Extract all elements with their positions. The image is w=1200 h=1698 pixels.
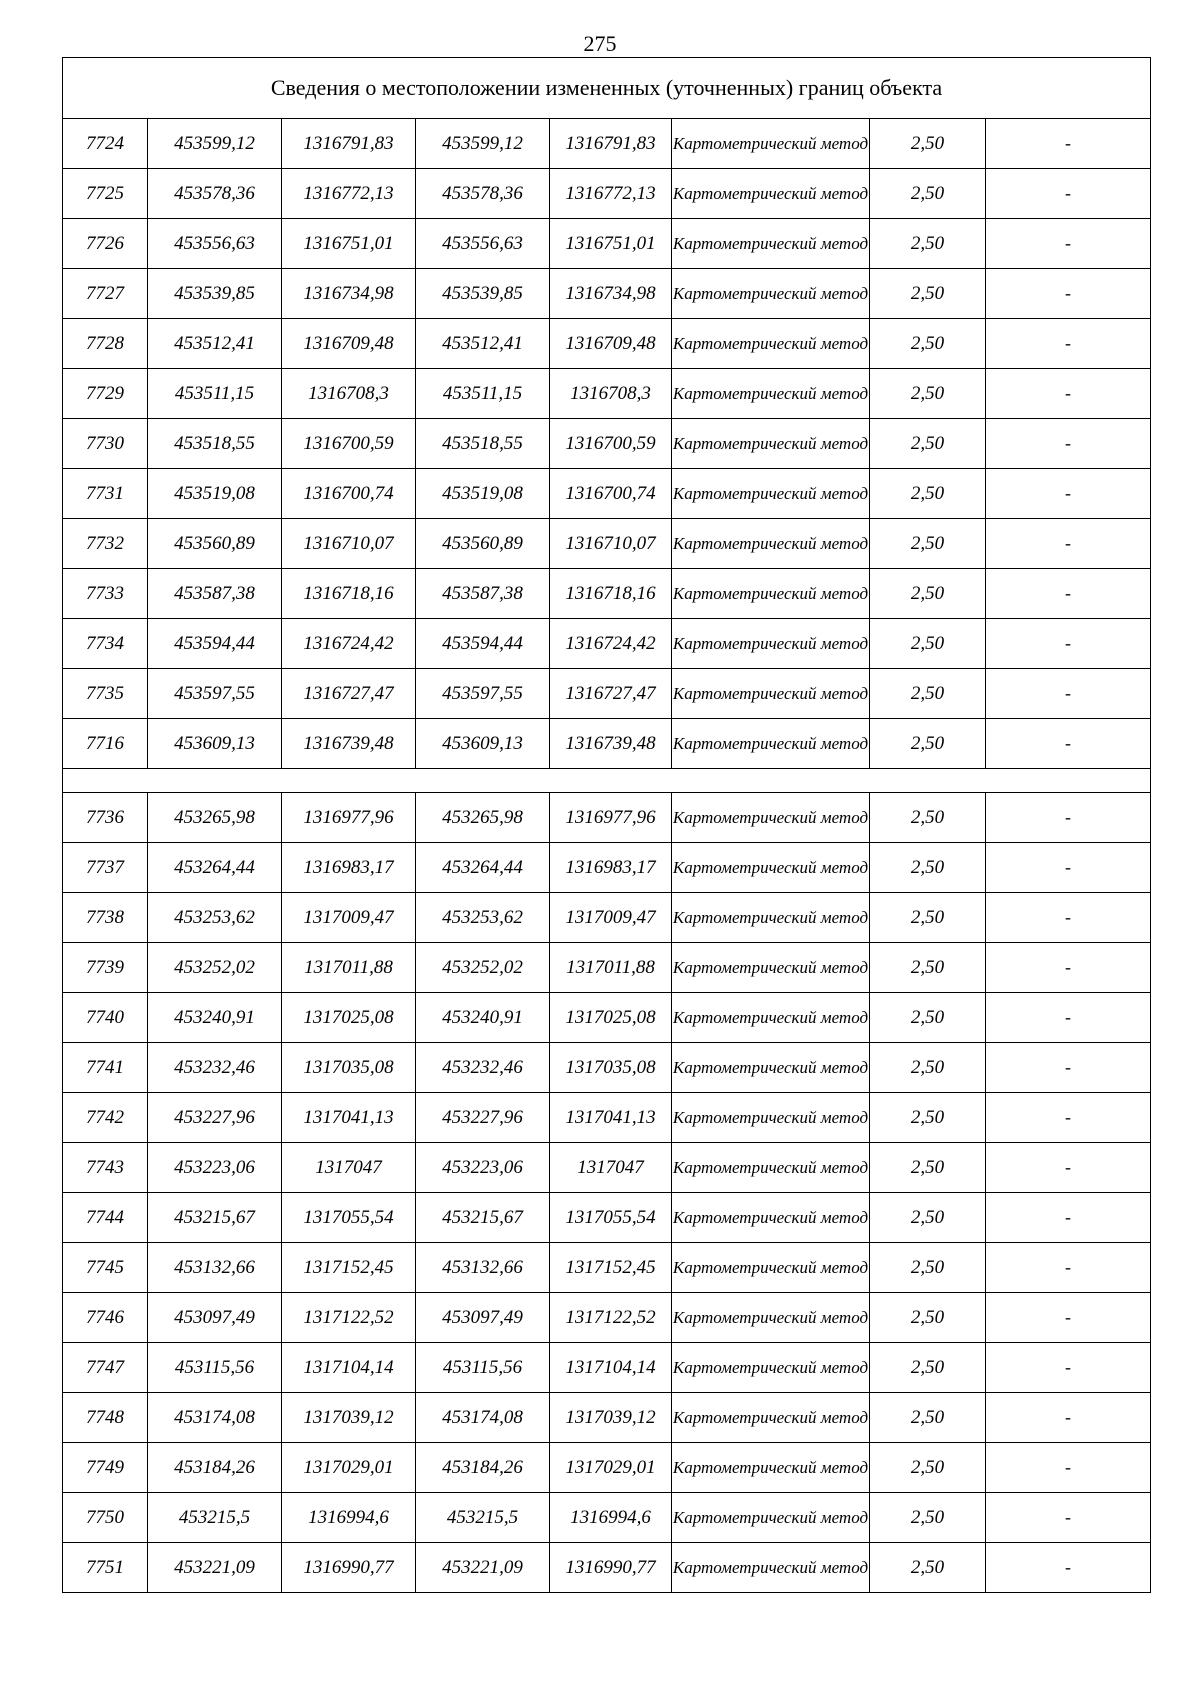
y-existing-cell: 1316700,74 bbox=[282, 469, 416, 519]
x-new-cell: 453594,44 bbox=[416, 619, 550, 669]
y-new-cell: 1317039,12 bbox=[550, 1393, 672, 1443]
x-new-cell: 453511,15 bbox=[416, 369, 550, 419]
y-existing-cell: 1316977,96 bbox=[282, 793, 416, 843]
x-existing-cell: 453115,56 bbox=[148, 1343, 282, 1393]
point-number-cell: 7716 bbox=[63, 719, 148, 769]
table-row bbox=[63, 369, 1151, 419]
description-cell: - bbox=[986, 843, 1151, 893]
accuracy-cell: 2,50 bbox=[870, 1443, 986, 1493]
y-new-cell: 1316700,59 bbox=[550, 419, 672, 469]
accuracy-cell: 2,50 bbox=[870, 1193, 986, 1243]
x-new-cell: 453539,85 bbox=[416, 269, 550, 319]
x-new-cell: 453215,67 bbox=[416, 1193, 550, 1243]
x-new-cell: 453227,96 bbox=[416, 1093, 550, 1143]
point-number-cell: 7731 bbox=[63, 469, 148, 519]
point-number-cell: 7740 bbox=[63, 993, 148, 1043]
y-new-cell: 1316994,6 bbox=[550, 1493, 672, 1543]
y-new-cell: 1316724,42 bbox=[550, 619, 672, 669]
point-number-cell: 7736 bbox=[63, 793, 148, 843]
accuracy-cell: 2,50 bbox=[870, 1043, 986, 1093]
accuracy-cell: 2,50 bbox=[870, 1493, 986, 1543]
x-new-cell: 453232,46 bbox=[416, 1043, 550, 1093]
method-cell: Картометрический метод bbox=[672, 1293, 870, 1343]
description-cell: - bbox=[986, 1443, 1151, 1493]
y-new-cell: 1316709,48 bbox=[550, 319, 672, 369]
x-existing-cell: 453184,26 bbox=[148, 1443, 282, 1493]
y-existing-cell: 1316718,16 bbox=[282, 569, 416, 619]
y-new-cell: 1316700,74 bbox=[550, 469, 672, 519]
x-new-cell: 453252,02 bbox=[416, 943, 550, 993]
table-title: Сведения о местоположении измененных (уточненных) границ объекта bbox=[63, 58, 1151, 119]
x-existing-cell: 453232,46 bbox=[148, 1043, 282, 1093]
page-number: 275 bbox=[583, 31, 617, 56]
method-cell: Картометрический метод bbox=[672, 893, 870, 943]
point-number-cell: 7746 bbox=[63, 1293, 148, 1343]
description-cell: - bbox=[986, 669, 1151, 719]
table-row bbox=[63, 669, 1151, 719]
description-cell: - bbox=[986, 719, 1151, 769]
point-number-cell: 7726 bbox=[63, 219, 148, 269]
y-new-cell: 1316718,16 bbox=[550, 569, 672, 619]
y-new-cell: 1316772,13 bbox=[550, 169, 672, 219]
y-new-cell: 1316734,98 bbox=[550, 269, 672, 319]
table-row bbox=[63, 943, 1151, 993]
boundary-coordinates-table bbox=[62, 57, 1151, 1593]
x-existing-cell: 453227,96 bbox=[148, 1093, 282, 1143]
description-cell: - bbox=[986, 519, 1151, 569]
y-existing-cell: 1316710,07 bbox=[282, 519, 416, 569]
method-cell: Картометрический метод bbox=[672, 993, 870, 1043]
accuracy-cell: 2,50 bbox=[870, 1293, 986, 1343]
accuracy-cell: 2,50 bbox=[870, 1243, 986, 1293]
table-row bbox=[63, 319, 1151, 369]
description-cell: - bbox=[986, 219, 1151, 269]
x-existing-cell: 453578,36 bbox=[148, 169, 282, 219]
table-row bbox=[63, 793, 1151, 843]
y-existing-cell: 1317011,88 bbox=[282, 943, 416, 993]
y-existing-cell: 1316724,42 bbox=[282, 619, 416, 669]
y-new-cell: 1317011,88 bbox=[550, 943, 672, 993]
y-existing-cell: 1317055,54 bbox=[282, 1193, 416, 1243]
point-number-cell: 7745 bbox=[63, 1243, 148, 1293]
x-new-cell: 453264,44 bbox=[416, 843, 550, 893]
y-existing-cell: 1316791,83 bbox=[282, 119, 416, 169]
description-cell: - bbox=[986, 993, 1151, 1043]
y-new-cell: 1316751,01 bbox=[550, 219, 672, 269]
point-number-cell: 7725 bbox=[63, 169, 148, 219]
x-new-cell: 453560,89 bbox=[416, 519, 550, 569]
accuracy-cell: 2,50 bbox=[870, 269, 986, 319]
x-new-cell: 453184,26 bbox=[416, 1443, 550, 1493]
y-existing-cell: 1317122,52 bbox=[282, 1293, 416, 1343]
x-new-cell: 453097,49 bbox=[416, 1293, 550, 1343]
accuracy-cell: 2,50 bbox=[870, 893, 986, 943]
point-number-cell: 7739 bbox=[63, 943, 148, 993]
x-existing-cell: 453252,02 bbox=[148, 943, 282, 993]
description-cell: - bbox=[986, 169, 1151, 219]
table-row bbox=[63, 569, 1151, 619]
x-new-cell: 453240,91 bbox=[416, 993, 550, 1043]
y-existing-cell: 1316739,48 bbox=[282, 719, 416, 769]
y-existing-cell: 1316990,77 bbox=[282, 1543, 416, 1593]
y-new-cell: 1316739,48 bbox=[550, 719, 672, 769]
accuracy-cell: 2,50 bbox=[870, 519, 986, 569]
y-existing-cell: 1317029,01 bbox=[282, 1443, 416, 1493]
x-new-cell: 453132,66 bbox=[416, 1243, 550, 1293]
table-row bbox=[63, 1093, 1151, 1143]
point-number-cell: 7744 bbox=[63, 1193, 148, 1243]
method-cell: Картометрический метод bbox=[672, 1343, 870, 1393]
x-existing-cell: 453265,98 bbox=[148, 793, 282, 843]
y-new-cell: 1317025,08 bbox=[550, 993, 672, 1043]
method-cell: Картометрический метод bbox=[672, 219, 870, 269]
x-new-cell: 453609,13 bbox=[416, 719, 550, 769]
y-new-cell: 1317009,47 bbox=[550, 893, 672, 943]
point-number-cell: 7735 bbox=[63, 669, 148, 719]
method-cell: Картометрический метод bbox=[672, 369, 870, 419]
description-cell: - bbox=[986, 369, 1151, 419]
y-existing-cell: 1316994,6 bbox=[282, 1493, 416, 1543]
description-cell: - bbox=[986, 119, 1151, 169]
point-number-cell: 7751 bbox=[63, 1543, 148, 1593]
x-new-cell: 453556,63 bbox=[416, 219, 550, 269]
point-number-cell: 7748 bbox=[63, 1393, 148, 1443]
y-new-cell: 1316791,83 bbox=[550, 119, 672, 169]
point-number-cell: 7729 bbox=[63, 369, 148, 419]
description-cell: - bbox=[986, 269, 1151, 319]
x-new-cell: 453174,08 bbox=[416, 1393, 550, 1443]
y-existing-cell: 1317152,45 bbox=[282, 1243, 416, 1293]
description-cell: - bbox=[986, 893, 1151, 943]
table-row bbox=[63, 719, 1151, 769]
x-existing-cell: 453609,13 bbox=[148, 719, 282, 769]
accuracy-cell: 2,50 bbox=[870, 669, 986, 719]
method-cell: Картометрический метод bbox=[672, 793, 870, 843]
point-number-cell: 7738 bbox=[63, 893, 148, 943]
y-new-cell: 1316990,77 bbox=[550, 1543, 672, 1593]
table-row bbox=[63, 169, 1151, 219]
method-cell: Картометрический метод bbox=[672, 419, 870, 469]
accuracy-cell: 2,50 bbox=[870, 1543, 986, 1593]
x-existing-cell: 453253,62 bbox=[148, 893, 282, 943]
description-cell: - bbox=[986, 569, 1151, 619]
x-existing-cell: 453518,55 bbox=[148, 419, 282, 469]
x-new-cell: 453519,08 bbox=[416, 469, 550, 519]
accuracy-cell: 2,50 bbox=[870, 369, 986, 419]
accuracy-cell: 2,50 bbox=[870, 619, 986, 669]
y-new-cell: 1317035,08 bbox=[550, 1043, 672, 1093]
x-new-cell: 453115,56 bbox=[416, 1343, 550, 1393]
table-row bbox=[63, 993, 1151, 1043]
method-cell: Картометрический метод bbox=[672, 119, 870, 169]
x-existing-cell: 453223,06 bbox=[148, 1143, 282, 1193]
y-existing-cell: 1316734,98 bbox=[282, 269, 416, 319]
x-new-cell: 453518,55 bbox=[416, 419, 550, 469]
y-existing-cell: 1317039,12 bbox=[282, 1393, 416, 1443]
point-number-cell: 7750 bbox=[63, 1493, 148, 1543]
description-cell: - bbox=[986, 1393, 1151, 1443]
y-existing-cell: 1316727,47 bbox=[282, 669, 416, 719]
accuracy-cell: 2,50 bbox=[870, 469, 986, 519]
description-cell: - bbox=[986, 1243, 1151, 1293]
y-existing-cell: 1316700,59 bbox=[282, 419, 416, 469]
point-number-cell: 7749 bbox=[63, 1443, 148, 1493]
x-new-cell: 453597,55 bbox=[416, 669, 550, 719]
method-cell: Картометрический метод bbox=[672, 569, 870, 619]
y-existing-cell: 1316709,48 bbox=[282, 319, 416, 369]
accuracy-cell: 2,50 bbox=[870, 419, 986, 469]
description-cell: - bbox=[986, 469, 1151, 519]
x-new-cell: 453265,98 bbox=[416, 793, 550, 843]
y-existing-cell: 1317025,08 bbox=[282, 993, 416, 1043]
description-cell: - bbox=[986, 1043, 1151, 1093]
table-title-row bbox=[63, 58, 1151, 119]
accuracy-cell: 2,50 bbox=[870, 793, 986, 843]
table-row bbox=[63, 419, 1151, 469]
accuracy-cell: 2,50 bbox=[870, 1093, 986, 1143]
accuracy-cell: 2,50 bbox=[870, 169, 986, 219]
x-existing-cell: 453132,66 bbox=[148, 1243, 282, 1293]
description-cell: - bbox=[986, 793, 1151, 843]
table-row bbox=[63, 619, 1151, 669]
x-existing-cell: 453519,08 bbox=[148, 469, 282, 519]
method-cell: Картометрический метод bbox=[672, 1193, 870, 1243]
table-row bbox=[63, 1393, 1151, 1443]
x-existing-cell: 453599,12 bbox=[148, 119, 282, 169]
x-existing-cell: 453539,85 bbox=[148, 269, 282, 319]
x-existing-cell: 453587,38 bbox=[148, 569, 282, 619]
x-existing-cell: 453264,44 bbox=[148, 843, 282, 893]
table-row bbox=[63, 1543, 1151, 1593]
description-cell: - bbox=[986, 619, 1151, 669]
point-number-cell: 7737 bbox=[63, 843, 148, 893]
accuracy-cell: 2,50 bbox=[870, 943, 986, 993]
y-new-cell: 1317152,45 bbox=[550, 1243, 672, 1293]
y-existing-cell: 1316772,13 bbox=[282, 169, 416, 219]
description-cell: - bbox=[986, 1543, 1151, 1593]
point-number-cell: 7743 bbox=[63, 1143, 148, 1193]
x-new-cell: 453215,5 bbox=[416, 1493, 550, 1543]
x-existing-cell: 453221,09 bbox=[148, 1543, 282, 1593]
method-cell: Картометрический метод bbox=[672, 1543, 870, 1593]
y-new-cell: 1316710,07 bbox=[550, 519, 672, 569]
x-existing-cell: 453511,15 bbox=[148, 369, 282, 419]
table-row bbox=[63, 1293, 1151, 1343]
y-new-cell: 1316727,47 bbox=[550, 669, 672, 719]
method-cell: Картометрический метод bbox=[672, 1093, 870, 1143]
point-number-cell: 7747 bbox=[63, 1343, 148, 1393]
accuracy-cell: 2,50 bbox=[870, 1343, 986, 1393]
x-new-cell: 453221,09 bbox=[416, 1543, 550, 1593]
y-new-cell: 1316983,17 bbox=[550, 843, 672, 893]
point-number-cell: 7727 bbox=[63, 269, 148, 319]
table-row bbox=[63, 1343, 1151, 1393]
y-new-cell: 1317047 bbox=[550, 1143, 672, 1193]
accuracy-cell: 2,50 bbox=[870, 119, 986, 169]
description-cell: - bbox=[986, 319, 1151, 369]
table-row bbox=[63, 893, 1151, 943]
table-row bbox=[63, 1493, 1151, 1543]
description-cell: - bbox=[986, 943, 1151, 993]
x-existing-cell: 453512,41 bbox=[148, 319, 282, 369]
point-number-cell: 7733 bbox=[63, 569, 148, 619]
accuracy-cell: 2,50 bbox=[870, 993, 986, 1043]
x-existing-cell: 453215,5 bbox=[148, 1493, 282, 1543]
table-row bbox=[63, 1043, 1151, 1093]
table-row bbox=[63, 1143, 1151, 1193]
method-cell: Картометрический метод bbox=[672, 943, 870, 993]
x-existing-cell: 453240,91 bbox=[148, 993, 282, 1043]
table-body bbox=[63, 58, 1151, 1593]
table-row bbox=[63, 269, 1151, 319]
y-existing-cell: 1317035,08 bbox=[282, 1043, 416, 1093]
y-new-cell: 1317122,52 bbox=[550, 1293, 672, 1343]
x-new-cell: 453253,62 bbox=[416, 893, 550, 943]
accuracy-cell: 2,50 bbox=[870, 719, 986, 769]
accuracy-cell: 2,50 bbox=[870, 1393, 986, 1443]
method-cell: Картометрический метод bbox=[672, 469, 870, 519]
point-number-cell: 7732 bbox=[63, 519, 148, 569]
method-cell: Картометрический метод bbox=[672, 1493, 870, 1543]
section-separator bbox=[63, 769, 1151, 793]
x-existing-cell: 453215,67 bbox=[148, 1193, 282, 1243]
accuracy-cell: 2,50 bbox=[870, 1143, 986, 1193]
x-existing-cell: 453097,49 bbox=[148, 1293, 282, 1343]
table-row bbox=[63, 119, 1151, 169]
x-existing-cell: 453174,08 bbox=[148, 1393, 282, 1443]
y-existing-cell: 1316983,17 bbox=[282, 843, 416, 893]
accuracy-cell: 2,50 bbox=[870, 319, 986, 369]
method-cell: Картометрический метод bbox=[672, 1393, 870, 1443]
description-cell: - bbox=[986, 1193, 1151, 1243]
y-new-cell: 1317055,54 bbox=[550, 1193, 672, 1243]
y-new-cell: 1317029,01 bbox=[550, 1443, 672, 1493]
y-new-cell: 1316977,96 bbox=[550, 793, 672, 843]
description-cell: - bbox=[986, 1493, 1151, 1543]
x-new-cell: 453587,38 bbox=[416, 569, 550, 619]
x-existing-cell: 453594,44 bbox=[148, 619, 282, 669]
x-existing-cell: 453560,89 bbox=[148, 519, 282, 569]
method-cell: Картометрический метод bbox=[672, 719, 870, 769]
table-row bbox=[63, 843, 1151, 893]
accuracy-cell: 2,50 bbox=[870, 843, 986, 893]
method-cell: Картометрический метод bbox=[672, 319, 870, 369]
y-new-cell: 1317041,13 bbox=[550, 1093, 672, 1143]
method-cell: Картометрический метод bbox=[672, 1143, 870, 1193]
y-existing-cell: 1317104,14 bbox=[282, 1343, 416, 1393]
description-cell: - bbox=[986, 1293, 1151, 1343]
table-row bbox=[63, 1243, 1151, 1293]
table-row bbox=[63, 1193, 1151, 1243]
point-number-cell: 7734 bbox=[63, 619, 148, 669]
method-cell: Картометрический метод bbox=[672, 1443, 870, 1493]
y-existing-cell: 1316708,3 bbox=[282, 369, 416, 419]
accuracy-cell: 2,50 bbox=[870, 219, 986, 269]
y-existing-cell: 1317041,13 bbox=[282, 1093, 416, 1143]
method-cell: Картометрический метод bbox=[672, 1043, 870, 1093]
point-number-cell: 7724 bbox=[63, 119, 148, 169]
method-cell: Картометрический метод bbox=[672, 669, 870, 719]
x-new-cell: 453578,36 bbox=[416, 169, 550, 219]
y-new-cell: 1317104,14 bbox=[550, 1343, 672, 1393]
section-separator-row bbox=[63, 769, 1151, 793]
description-cell: - bbox=[986, 419, 1151, 469]
y-new-cell: 1316708,3 bbox=[550, 369, 672, 419]
description-cell: - bbox=[986, 1093, 1151, 1143]
table-row bbox=[63, 469, 1151, 519]
y-existing-cell: 1316751,01 bbox=[282, 219, 416, 269]
method-cell: Картометрический метод bbox=[672, 519, 870, 569]
x-new-cell: 453599,12 bbox=[416, 119, 550, 169]
x-new-cell: 453512,41 bbox=[416, 319, 550, 369]
method-cell: Картометрический метод bbox=[672, 169, 870, 219]
point-number-cell: 7742 bbox=[63, 1093, 148, 1143]
x-existing-cell: 453597,55 bbox=[148, 669, 282, 719]
point-number-cell: 7730 bbox=[63, 419, 148, 469]
method-cell: Картометрический метод bbox=[672, 843, 870, 893]
table-row bbox=[63, 1443, 1151, 1493]
y-existing-cell: 1317047 bbox=[282, 1143, 416, 1193]
x-existing-cell: 453556,63 bbox=[148, 219, 282, 269]
y-existing-cell: 1317009,47 bbox=[282, 893, 416, 943]
description-cell: - bbox=[986, 1143, 1151, 1193]
point-number-cell: 7741 bbox=[63, 1043, 148, 1093]
table-row bbox=[63, 219, 1151, 269]
accuracy-cell: 2,50 bbox=[870, 569, 986, 619]
description-cell: - bbox=[986, 1343, 1151, 1393]
method-cell: Картометрический метод bbox=[672, 619, 870, 669]
method-cell: Картометрический метод bbox=[672, 269, 870, 319]
table-row bbox=[63, 519, 1151, 569]
point-number-cell: 7728 bbox=[63, 319, 148, 369]
x-new-cell: 453223,06 bbox=[416, 1143, 550, 1193]
method-cell: Картометрический метод bbox=[672, 1243, 870, 1293]
